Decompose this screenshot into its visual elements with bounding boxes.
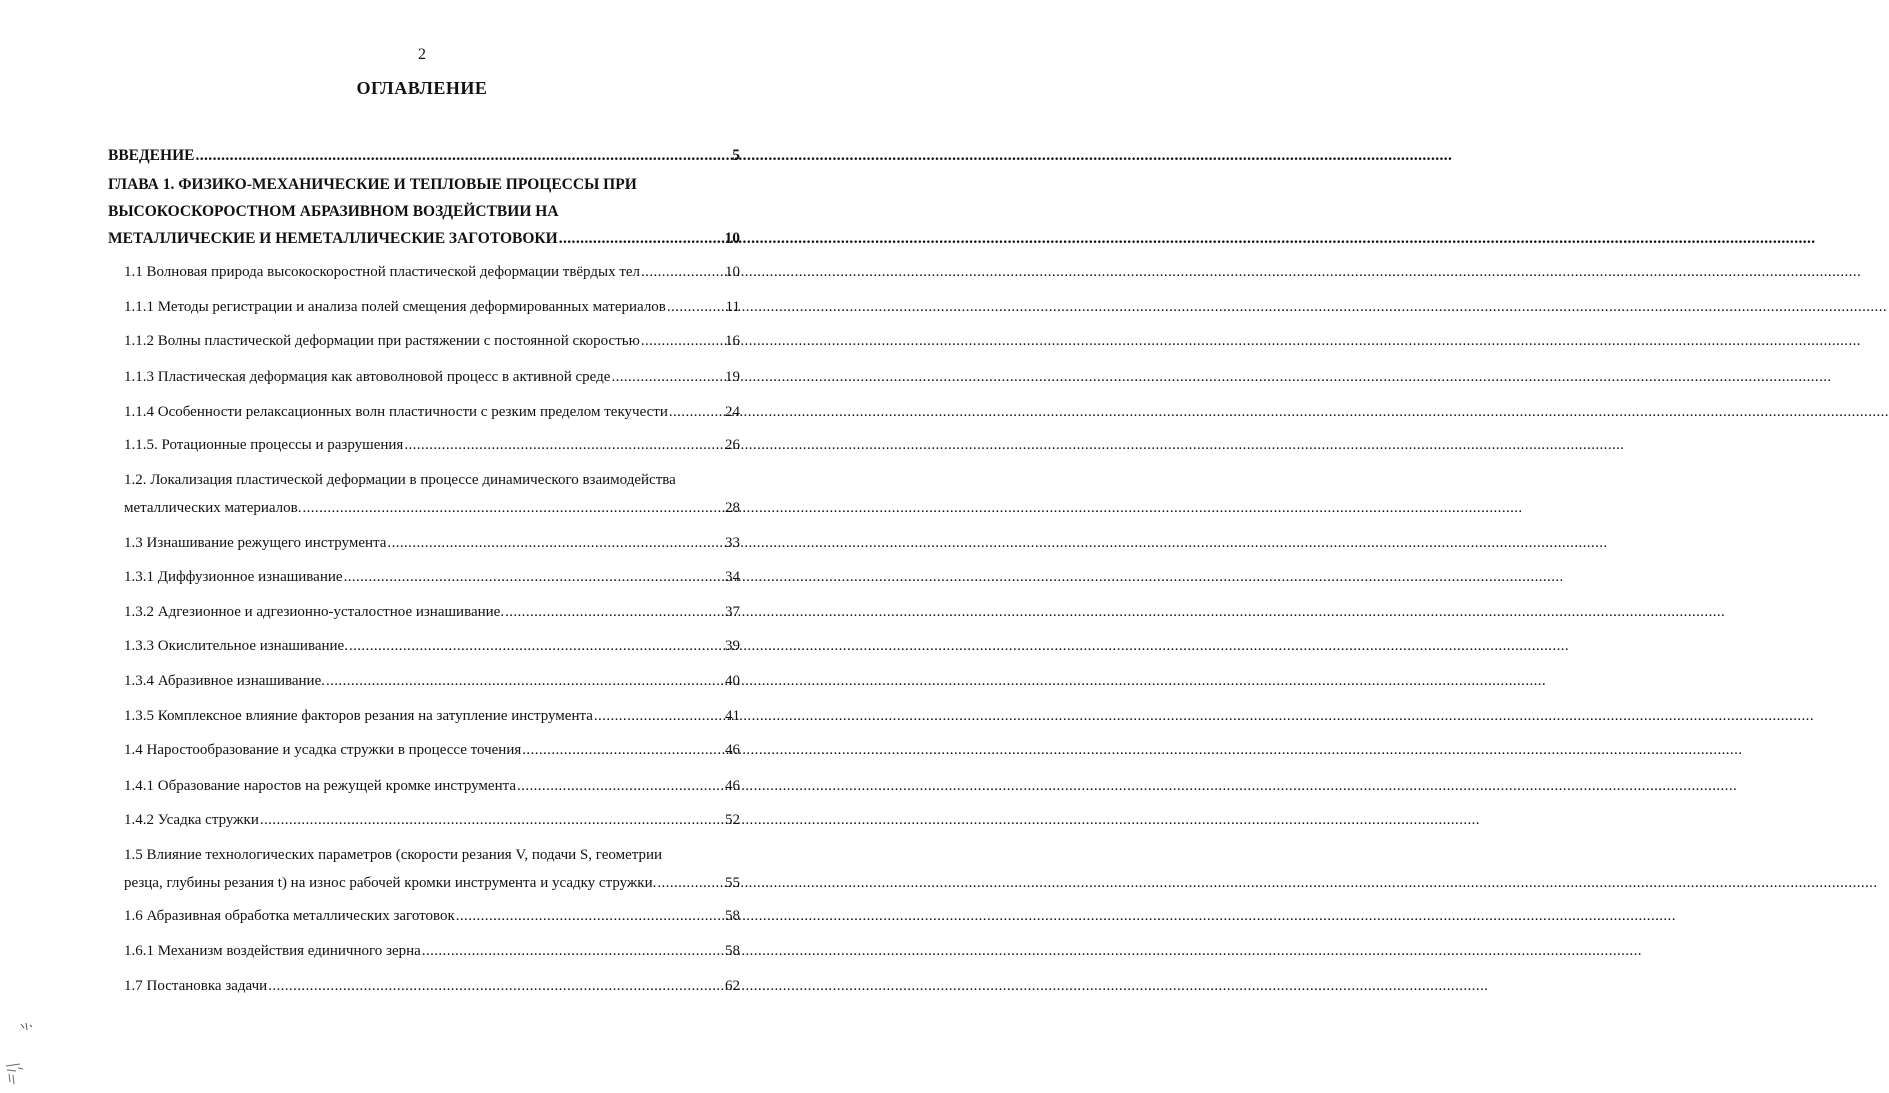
- dot-leader: [517, 776, 724, 796]
- toc-entry-title: 1.3.5 Комплексное влияние факторов резания на затупление инструмента: [124, 708, 593, 724]
- toc-entry-page: 62: [725, 978, 740, 994]
- dot-leader: [422, 941, 724, 961]
- toc-chapter-1-line-1[interactable]: [108, 175, 740, 195]
- dot-leader: [456, 906, 724, 926]
- dot-leader: [657, 873, 724, 893]
- toc-entry-title: 1.4.2 Усадка стружки: [124, 812, 259, 828]
- page-title: ОГЛАВЛЕНИЕ: [356, 78, 488, 98]
- toc-entry-title: 1.5 Влияние технологических параметров (скорости резания V, подачи S, геометрии: [124, 847, 663, 863]
- toc-entry-title: 1.1.2 Волны пластической деформации при растяжении с постоянной скоростью: [124, 333, 640, 349]
- toc-entry-page: 58: [725, 943, 740, 959]
- dot-leader: [505, 602, 724, 622]
- page-number: 2: [418, 46, 426, 63]
- toc-entry-1-5-line-1[interactable]: [124, 845, 740, 865]
- toc-entry-title: 1.4 Наростообразование и усадка стружки в процессе точения: [124, 742, 522, 758]
- dot-leader: [260, 810, 724, 830]
- toc-entry-page: 52: [725, 812, 740, 828]
- toc-entry-page: 5: [732, 147, 740, 164]
- toc-entry-1-2-line-2[interactable]: [124, 498, 740, 518]
- dot-leader: [641, 262, 724, 282]
- toc-entry-title: 1.6 Абразивная обработка металлических заготовок: [124, 908, 455, 924]
- dot-leader: [344, 567, 724, 587]
- toc-entry-1-4-1[interactable]: [124, 776, 740, 796]
- toc-entry-title: 1.4.1 Образование наростов на режущей кромке инструмента: [124, 778, 517, 794]
- dot-leader: [349, 636, 724, 656]
- toc-entry-1-3[interactable]: [124, 533, 740, 553]
- toc-entry-page: 11: [725, 299, 740, 315]
- toc-entry-title: 1.1.5. Ротационные процессы и разрушения: [124, 437, 404, 453]
- toc-entry-title: 1.1 Волновая природа высокоскоростной пластической деформации твёрдых тел: [124, 264, 641, 280]
- toc-entry-1-2-line-1[interactable]: [124, 470, 740, 490]
- toc-entry-title: металлических материалов.: [124, 500, 302, 516]
- toc-entry-title: 1.2. Локализация пластической деформации в процессе динамического взаимодейства: [124, 472, 676, 488]
- toc-entry-title: ГЛАВА 1. ФИЗИКО-МЕХАНИЧЕСКИЕ И ТЕПЛОВЫЕ ПРОЦЕССЫ ПРИ: [108, 176, 637, 193]
- toc-entry-1-4[interactable]: [124, 740, 740, 760]
- toc-entry-page: 19: [725, 369, 740, 385]
- toc-entry-1-1-5[interactable]: [124, 435, 740, 455]
- dot-leader: [667, 297, 725, 317]
- toc-entry-page: 58: [725, 908, 740, 924]
- toc-entry-page: 24: [725, 404, 740, 420]
- toc-entry-title: 1.3.1 Диффузионное изнашивание: [124, 569, 343, 585]
- dot-leader: [195, 146, 731, 166]
- toc-entry-title: ВЫСОКОСКОРОСТНОМ АБРАЗИВНОМ ВОЗДЕЙСТВИИ НА: [108, 203, 559, 220]
- toc-entry-1-5-line-2[interactable]: [124, 873, 740, 893]
- scan-artifact: [20, 1022, 34, 1032]
- toc-entry-1-7[interactable]: [124, 976, 740, 996]
- dot-leader: [641, 331, 724, 351]
- toc-entry-1-4-2[interactable]: [124, 810, 740, 830]
- toc-entry-title: ВВЕДЕНИЕ: [108, 147, 195, 164]
- table-of-contents: [0, 0, 794, 1093]
- toc-entry-page: 16: [725, 333, 740, 349]
- dot-leader: [611, 367, 724, 387]
- scan-artifact: [4, 1062, 26, 1088]
- dot-leader: [387, 533, 724, 553]
- dot-leader: [268, 976, 724, 996]
- dot-leader: [559, 229, 724, 249]
- toc-entry-1-1[interactable]: [124, 262, 740, 282]
- dot-leader: [404, 435, 724, 455]
- toc-entry-1-3-2[interactable]: [124, 602, 740, 622]
- toc-entry-title: 1.1.1 Методы регистрации и анализа полей смещения деформированных материалов: [124, 299, 666, 315]
- dot-leader: [669, 402, 724, 422]
- toc-entry-title: МЕТАЛЛИЧЕСКИЕ И НЕМЕТАЛЛИЧЕСКИЕ ЗАГОТОВОКИ: [108, 230, 558, 247]
- toc-chapter-1-line-2[interactable]: [108, 202, 740, 222]
- dot-leader: [594, 706, 724, 726]
- toc-entry-page: 10: [725, 264, 740, 280]
- toc-entry-page: 40: [725, 673, 740, 689]
- toc-entry-1-6-1[interactable]: [124, 941, 740, 961]
- toc-entry-page: 28: [725, 500, 740, 516]
- toc-entry-1-1-3[interactable]: [124, 367, 740, 387]
- toc-entry-page: 41: [725, 708, 740, 724]
- toc-entry-title: резца, глубины резания t) на износ рабочей кромки инструмента и усадку стружки.: [124, 875, 657, 891]
- toc-entry-1-3-4[interactable]: [124, 671, 740, 691]
- toc-entry-page: 55: [725, 875, 740, 891]
- toc-entry-title: 1.3 Изнашивание режущего инструмента: [124, 535, 387, 551]
- toc-entry-introduction[interactable]: [108, 146, 740, 166]
- toc-entry-page: 26: [725, 437, 740, 453]
- toc-entry-1-1-2[interactable]: [124, 331, 740, 351]
- toc-chapter-1-line-3[interactable]: [108, 229, 740, 249]
- toc-entry-page: 34: [725, 569, 740, 585]
- toc-entry-1-1-1[interactable]: [124, 297, 740, 317]
- toc-entry-page: 37: [725, 604, 740, 620]
- toc-entry-title: 1.6.1 Механизм воздействия единичного зерна: [124, 943, 421, 959]
- dot-leader: [302, 498, 724, 518]
- toc-entry-1-3-3[interactable]: [124, 636, 740, 656]
- toc-entry-title: 1.7 Постановка задачи: [124, 978, 268, 994]
- toc-entry-title: 1.1.4 Особенности релаксационных волн пластичности с резким пределом текучести: [124, 404, 668, 420]
- toc-entry-page: 46: [725, 742, 740, 758]
- toc-entry-page: 10: [724, 230, 740, 247]
- toc-entry-page: 46: [725, 778, 740, 794]
- toc-entry-page: 39: [725, 638, 740, 654]
- toc-entry-page: 33: [725, 535, 740, 551]
- toc-entry-1-3-1[interactable]: [124, 567, 740, 587]
- dot-leader: [522, 740, 724, 760]
- toc-entry-title: 1.3.4 Абразивное изнашивание.: [124, 673, 325, 689]
- toc-entry-title: 1.3.3 Окислительное изнашивание.: [124, 638, 348, 654]
- toc-entry-1-6[interactable]: [124, 906, 740, 926]
- toc-entry-1-1-4[interactable]: [124, 402, 740, 422]
- toc-entry-1-3-5[interactable]: [124, 706, 740, 726]
- toc-entry-title: 1.3.2 Адгезионное и адгезионно-усталостное изнашивание.: [124, 604, 505, 620]
- dot-leader: [326, 671, 724, 691]
- toc-entry-title: 1.1.3 Пластическая деформация как автоволновой процесс в активной среде: [124, 369, 611, 385]
